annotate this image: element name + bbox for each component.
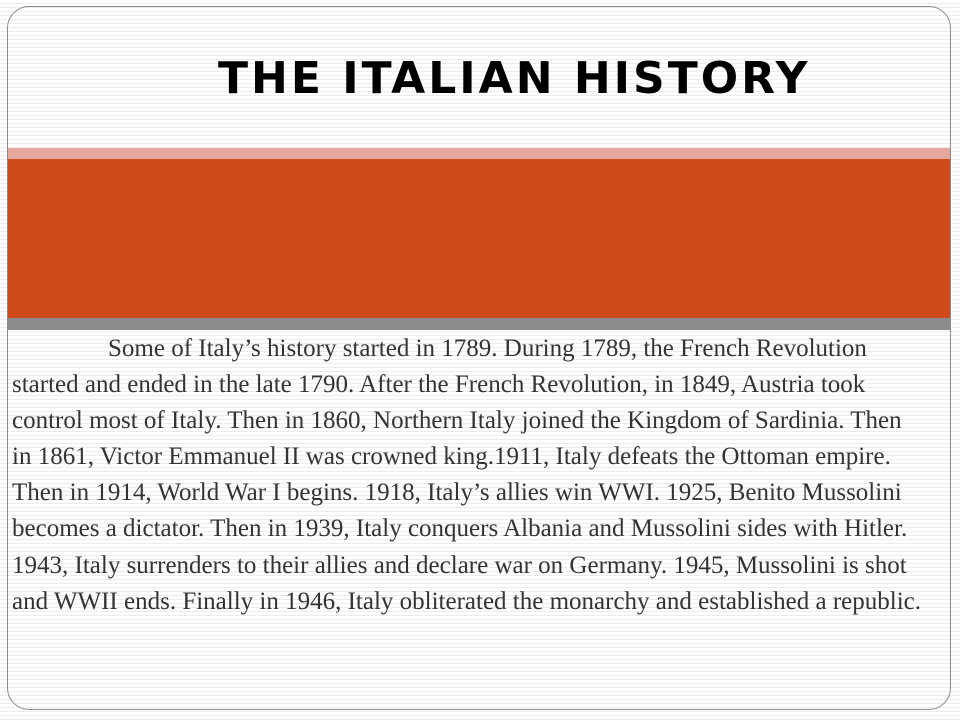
- accent-band-bottom: [8, 318, 951, 330]
- accent-band: [8, 159, 951, 318]
- slide-body-text: Some of Italy’s history started in 1789. During 1789, the French Revolution started and ended in the late 1790. After the French Revolution, in 1849, Austria took control most of Italy. Then in 1860, Northern Italy joined the Kingdom of Sardinia. Then in 1861, Victor Emmanuel II was crowned king.1911, Italy defeats the Ottoman empire. Then in 1914, World War I begins. 1918, Italy’s allies win WWI. 1925, Benito Mussolini becomes a dictator. Then in 1939, Italy conquers Albania and Mussolini sides with Hitler. 1943, Italy surrenders to their allies and declare war on Germany. 1945, Mussolini is shot and WWII ends. Finally in 1946, Italy obliterated the monarchy and established a republic.: [12, 335, 921, 615]
- accent-band-top: [8, 148, 951, 159]
- slide-title: THE ITALIAN HISTORY: [218, 53, 811, 104]
- slide-frame: [7, 6, 951, 710]
